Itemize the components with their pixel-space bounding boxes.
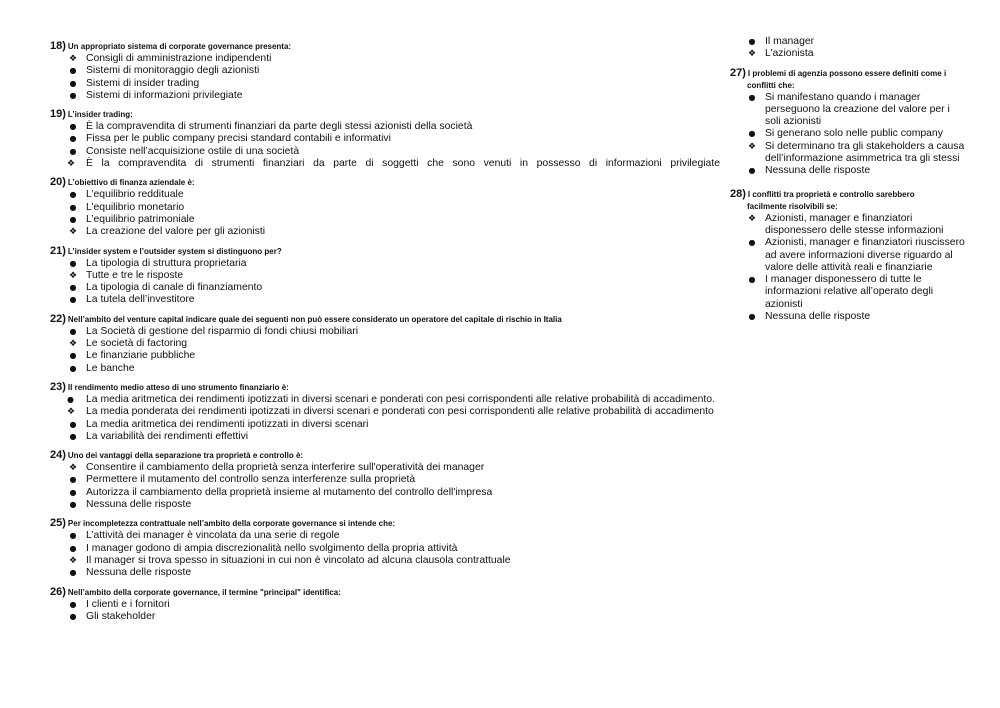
answer-option <box>50 499 720 511</box>
bullet-icon: ● <box>69 122 77 132</box>
answer-option <box>50 326 720 338</box>
answer-option <box>50 146 720 158</box>
answer-option <box>50 487 720 499</box>
answer-text: Il manager <box>765 36 815 47</box>
bullet-icon: ● <box>69 190 77 200</box>
answer-option <box>730 92 965 129</box>
answer-option <box>50 258 720 270</box>
question-number: 28) <box>730 187 746 200</box>
answer-text: È la compravendita di strumenti finanziari da parte di soggetti che sono venuti in possesso di informazioni privilegiate <box>86 158 720 170</box>
answer-list <box>50 258 720 307</box>
question-heading <box>50 40 720 53</box>
answer-list <box>50 53 720 102</box>
answer-list <box>50 394 720 443</box>
question-block <box>50 40 720 102</box>
answer-text: La media ponderata dei rendimenti ipotizzati in diversi scenari e ponderati con pesi corrispondenti alle relative probabilità di accadimento <box>86 406 714 418</box>
answer-text: I manager disponessero di tutte le informazioni relative all’operato degli azionisti <box>765 274 934 310</box>
question-block <box>50 381 720 443</box>
question-number: 20) <box>50 176 66 189</box>
question-heading <box>50 245 720 258</box>
bullet-icon: ● <box>69 202 77 212</box>
question-heading <box>730 67 965 92</box>
bullet-icon: ● <box>69 351 77 361</box>
bullet-icon: ● <box>69 419 77 429</box>
answer-option <box>730 237 965 274</box>
answer-list <box>50 326 720 375</box>
answer-text: Nessuna delle risposte <box>86 567 192 579</box>
answer-option <box>50 282 720 294</box>
diamond-marker-icon: ❖ <box>68 270 78 281</box>
answer-option <box>50 226 720 238</box>
answer-option <box>50 431 720 443</box>
bullet-icon: ● <box>69 90 77 100</box>
question-text: Il rendimento medio atteso di uno strumento finanziario è: <box>67 382 289 392</box>
answer-option <box>50 567 720 579</box>
question-text: Un appropriato sistema di corporate governance presenta: <box>67 42 292 51</box>
question-heading <box>730 188 965 213</box>
answer-list <box>50 530 720 579</box>
question-text: Nell’ambito del venture capital indicare quale dei seguenti non può essere considerato un operatore del capitale di rischio in Italia <box>67 314 562 324</box>
answer-option <box>50 462 720 474</box>
answer-option <box>50 338 720 350</box>
bullet-icon: ● <box>69 214 77 224</box>
bullet-icon: ● <box>748 312 756 322</box>
answer-option <box>50 90 720 102</box>
bullet-icon: ● <box>748 129 756 139</box>
answer-option <box>50 133 720 145</box>
answer-text: Azionisti, manager e finanziatori riuscissero ad avere informazioni diverse riguardo al valore delle attività reali e finanziarie <box>765 237 965 273</box>
answer-option <box>50 611 720 623</box>
bullet-icon: ● <box>69 500 77 510</box>
answer-text: È la compravendita di strumenti finanziari da parte degli stessi azionisti della società <box>86 121 473 133</box>
question-text-continued: conflitti che: <box>747 80 795 90</box>
question-text: L’insider system e l’outsider system si distinguono per? <box>67 246 282 256</box>
answer-list <box>50 599 720 624</box>
answer-option <box>50 394 720 406</box>
diamond-marker-icon: ❖ <box>747 49 757 60</box>
question-heading <box>50 517 720 530</box>
answer-text: L’equilibrio patrimoniale <box>86 213 195 225</box>
answer-option <box>50 406 720 418</box>
answer-text: Si determinano tra gli stakeholders a causa dell’informazione asimmetrica tra gli stessi <box>765 140 965 165</box>
answer-option <box>730 311 965 323</box>
answer-text: Azionisti, manager e finanziatori disponessero delle stesse informazioni <box>765 212 944 236</box>
answer-list <box>730 213 965 324</box>
answer-option <box>50 78 720 90</box>
question-number: 25) <box>50 517 66 530</box>
bullet-icon: ● <box>69 283 77 293</box>
answer-text: Si generano solo nelle public company <box>765 128 943 140</box>
bullet-icon: ● <box>69 568 77 578</box>
question-text-continued: facilmente risolvibili se: <box>747 201 838 211</box>
bullet-icon: ● <box>748 275 756 285</box>
diamond-marker-icon: ❖ <box>67 407 76 418</box>
answer-text: L’equilibrio monetario <box>86 201 185 213</box>
question-number: 21) <box>50 244 66 257</box>
answer-text: Consigli di amministrazione indipendenti <box>86 53 272 64</box>
question-block <box>50 517 720 579</box>
answer-text: La tipologia di struttura proprietaria <box>86 257 247 269</box>
question-block <box>50 586 720 624</box>
answer-text: La tutela dell’investitore <box>86 294 195 306</box>
answer-list <box>50 189 720 238</box>
answer-option <box>50 202 720 214</box>
answer-text: L’azionista <box>765 48 814 60</box>
bullet-icon: ● <box>69 431 77 441</box>
question-number: 23) <box>50 380 66 393</box>
answer-text: La media aritmetica dei rendimenti ipotizzati in diversi scenari e ponderati con pesi corrispondenti alle relative probabilità di accadimento. <box>86 393 715 405</box>
bullet-icon: ● <box>748 37 756 46</box>
bullet-icon: ● <box>69 146 77 156</box>
answer-text: I clienti e i fornitori <box>86 598 170 610</box>
answer-text: Nessuna delle risposte <box>765 165 871 177</box>
question-number: 24) <box>50 449 66 462</box>
question-heading <box>50 586 720 599</box>
answer-option <box>50 53 720 65</box>
bullet-icon: ● <box>69 78 77 88</box>
bullet-icon: ● <box>69 599 77 609</box>
answer-option <box>50 158 720 170</box>
answer-option <box>50 294 720 306</box>
question-number: 19) <box>50 108 66 121</box>
bullet-icon: ● <box>67 394 74 404</box>
answer-text: L’attività dei manager è vincolata da una serie di regole <box>86 530 340 542</box>
diamond-marker-icon: ❖ <box>747 213 757 224</box>
question-number: 22) <box>50 312 66 325</box>
answer-text: Consiste nell’acquisizione ostile di una società <box>86 145 300 157</box>
answer-option <box>50 65 720 77</box>
question-heading <box>50 313 720 326</box>
question-text: L’obiettivo di finanza aziendale è: <box>67 178 195 188</box>
question-text: Nell’ambito della corporate governance, il termine "principal" identifica: <box>67 587 341 597</box>
answer-text: Le banche <box>86 362 135 374</box>
answer-text: Gli stakeholder <box>86 610 156 622</box>
bullet-icon: ● <box>69 487 77 497</box>
question-text: I conflitti tra proprietà e controllo sarebbero <box>747 189 915 199</box>
answer-text: Fissa per le public company precisi standard contabili e informativi <box>86 133 391 145</box>
answer-list <box>730 92 965 178</box>
question-block <box>730 188 965 324</box>
question-number: 18) <box>50 40 66 52</box>
answer-text: Sistemi di insider trading <box>86 77 200 89</box>
bullet-icon: ● <box>69 531 77 541</box>
answer-option <box>50 419 720 431</box>
answer-text: Autorizza il cambiamento della proprietà insieme al mutamento del controllo dell'impresa <box>86 486 493 498</box>
question-heading <box>50 108 720 121</box>
question-block <box>50 245 720 307</box>
answer-option <box>50 121 720 133</box>
diamond-marker-icon: ❖ <box>68 555 78 566</box>
answer-option <box>50 555 720 567</box>
answer-option <box>50 543 720 555</box>
bullet-icon: ● <box>69 475 77 485</box>
diamond-marker-icon: ❖ <box>747 141 757 152</box>
diamond-marker-icon: ❖ <box>68 339 78 350</box>
answer-text: Sistemi di monitoraggio degli azionisti <box>86 65 260 77</box>
answer-list <box>50 121 720 170</box>
answer-text: Nessuna delle risposte <box>86 499 192 511</box>
answer-option <box>50 350 720 362</box>
answer-option <box>730 48 965 60</box>
bullet-icon: ● <box>69 543 77 553</box>
question-block <box>50 176 720 238</box>
bullet-icon: ● <box>69 326 77 336</box>
answer-text: Permettere il mutamento del controllo senza interferenze sulla proprietà <box>86 474 416 486</box>
bullet-icon: ● <box>748 92 756 102</box>
question-heading <box>50 381 720 394</box>
left-column <box>50 40 720 629</box>
bullet-icon: ● <box>69 258 77 268</box>
answer-text: La variabilità dei rendimenti effettivi <box>86 430 249 442</box>
question-text: L’insider trading: <box>67 110 133 120</box>
answer-option <box>50 530 720 542</box>
answer-option <box>50 599 720 611</box>
question-text: I problemi di agenzia possono essere definiti come i <box>747 68 947 78</box>
question-text: Uno dei vantaggi della separazione tra proprietà e controllo è: <box>67 451 304 461</box>
answer-text: I manager godono di ampia discrezionalità nello svolgimento della propria attività <box>86 542 458 554</box>
answer-option <box>730 36 965 48</box>
answer-text: Le finanziarie pubbliche <box>86 350 196 362</box>
diamond-marker-icon: ❖ <box>68 463 78 474</box>
question-heading <box>50 176 720 189</box>
answer-text: La creazione del valore per gli azionisti <box>86 226 266 238</box>
diamond-marker-icon: ❖ <box>68 54 78 64</box>
question-block <box>50 449 720 511</box>
question-heading <box>50 449 720 462</box>
answer-text: Sistemi di informazioni privilegiate <box>86 89 243 101</box>
question-block <box>50 313 720 375</box>
question-text: Per incompletezza contrattuale nell’ambito della corporate governance si intende che: <box>67 519 396 529</box>
bullet-icon: ● <box>69 363 77 373</box>
answer-option <box>730 213 965 238</box>
answer-text: Nessuna delle risposte <box>765 311 871 323</box>
answer-option <box>50 214 720 226</box>
answer-text: La Società di gestione del risparmio di fondi chiusi mobiliari <box>86 325 359 337</box>
answer-option <box>50 189 720 201</box>
answer-text: Tutte e tre le risposte <box>86 269 184 281</box>
bullet-icon: ● <box>748 238 756 248</box>
answer-option <box>50 270 720 282</box>
bullet-icon: ● <box>69 295 77 305</box>
answer-text: La media aritmetica dei rendimenti ipotizzati in diversi scenari <box>86 418 369 430</box>
answer-list <box>50 462 720 511</box>
bullet-icon: ● <box>69 134 77 144</box>
question-block <box>730 67 965 178</box>
bullet-icon: ● <box>69 66 77 76</box>
answer-text: Consentire il cambiamento della proprietà senza interferire sull'operatività dei manager <box>86 462 485 474</box>
right-column <box>730 36 965 333</box>
bullet-icon: ● <box>748 166 756 176</box>
question-number: 26) <box>50 585 66 598</box>
continued-answer-list <box>730 36 965 61</box>
answer-option <box>50 363 720 375</box>
answer-text: Le società di factoring <box>86 338 188 350</box>
answer-option <box>730 274 965 311</box>
answer-option <box>730 141 965 166</box>
diamond-marker-icon: ❖ <box>68 227 78 238</box>
diamond-marker-icon: ❖ <box>67 159 76 170</box>
answer-option <box>730 165 965 177</box>
question-block <box>50 108 720 170</box>
answer-option <box>730 128 965 140</box>
answer-option <box>50 474 720 486</box>
question-number: 27) <box>730 66 746 79</box>
answer-text: L’equilibrio reddituale <box>86 189 184 201</box>
answer-text: Il manager si trova spesso in situazioni in cui non è vincolato ad alcuna clausola contrattuale <box>86 554 511 566</box>
answer-text: La tipologia di canale di finanziamento <box>86 282 263 294</box>
answer-text: Si manifestano quando i manager perseguono la creazione del valore per i soli azionisti <box>765 91 950 128</box>
bullet-icon: ● <box>69 611 77 621</box>
